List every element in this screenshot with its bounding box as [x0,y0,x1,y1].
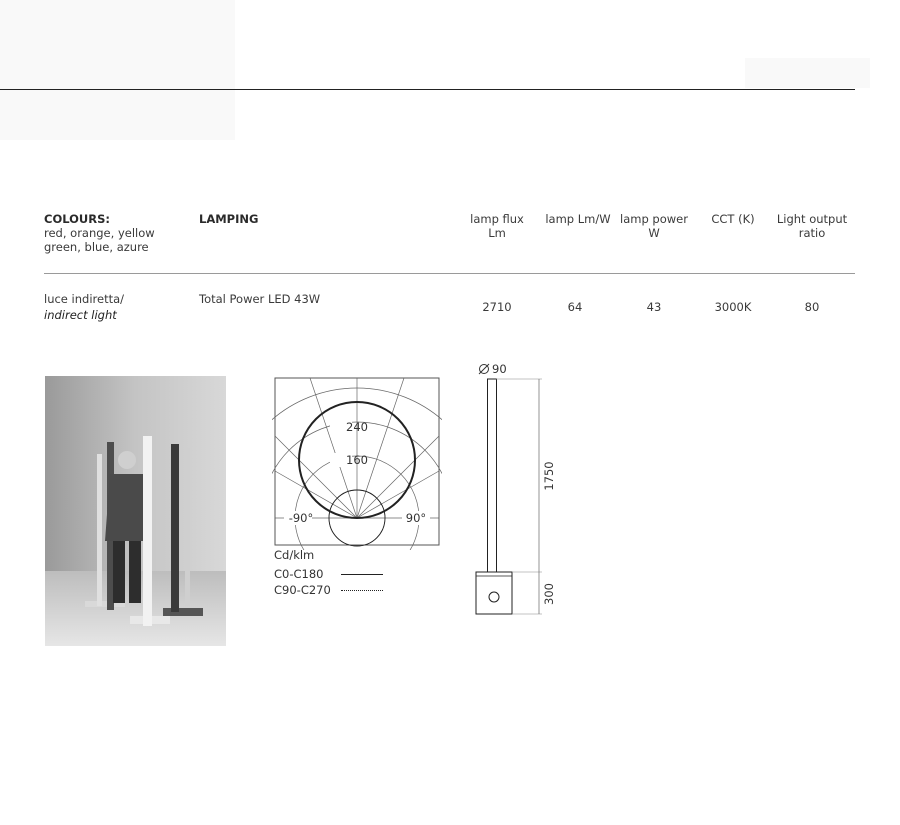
flux-value: 2710 [482,300,512,314]
colours-header [44,212,155,254]
colours-title: COLOURS: [44,212,110,226]
diameter-icon [479,364,489,374]
polar-angle-right: 90° [405,511,427,525]
header-rule [0,89,855,90]
legend-c0-line [341,574,383,575]
lor-unit: ratio [798,226,826,240]
base-label: 300 [542,583,556,605]
polar-diagram [272,374,442,550]
lamp-flux-label: lamp flux [470,212,524,226]
lor-header [774,212,850,240]
lamp-lmw-header: lamp Lm/W [545,212,611,226]
cct-header: CCT (K) [711,212,755,226]
polar-angle-left: -90° [288,511,314,525]
table-divider [44,273,855,274]
lamping-header: LAMPING [199,212,259,226]
lor-value: 80 [804,300,820,314]
lmw-value: 64 [567,300,583,314]
faded-header-block-right [745,58,870,88]
lamping-value: Total Power LED 43W [199,292,321,306]
polar-unit: Cd/klm [274,548,315,562]
height-label: 1750 [542,461,556,491]
product-photo [45,376,226,646]
cct-value: 3000K [714,300,752,314]
legend-c0-label: C0-C180 [274,567,324,581]
light-type-italian: luce indiretta/ [44,292,125,306]
lor-label: Light output [776,212,848,226]
light-type-english: indirect light [44,308,117,322]
power-value: 43 [646,300,662,314]
faded-header-block-left [0,0,235,140]
polar-value-outer: 240 [346,420,368,434]
lamp-flux-unit: Lm [488,226,506,240]
colours-list-line-2: green, blue, azure [44,240,149,254]
legend-c90-line [341,590,383,591]
lamp-power-header [618,212,690,240]
legend-c90-label: C90-C270 [274,583,331,597]
lamp-power-unit: W [648,226,660,240]
lamp-flux-header [462,212,532,240]
diameter-label: 90 [492,362,507,376]
dimension-drawing [470,358,570,623]
lamp-power-label: lamp power [620,212,688,226]
colours-list-line-1: red, orange, yellow [44,226,155,240]
polar-value-inner: 160 [346,453,368,467]
light-type-cell [44,291,124,323]
